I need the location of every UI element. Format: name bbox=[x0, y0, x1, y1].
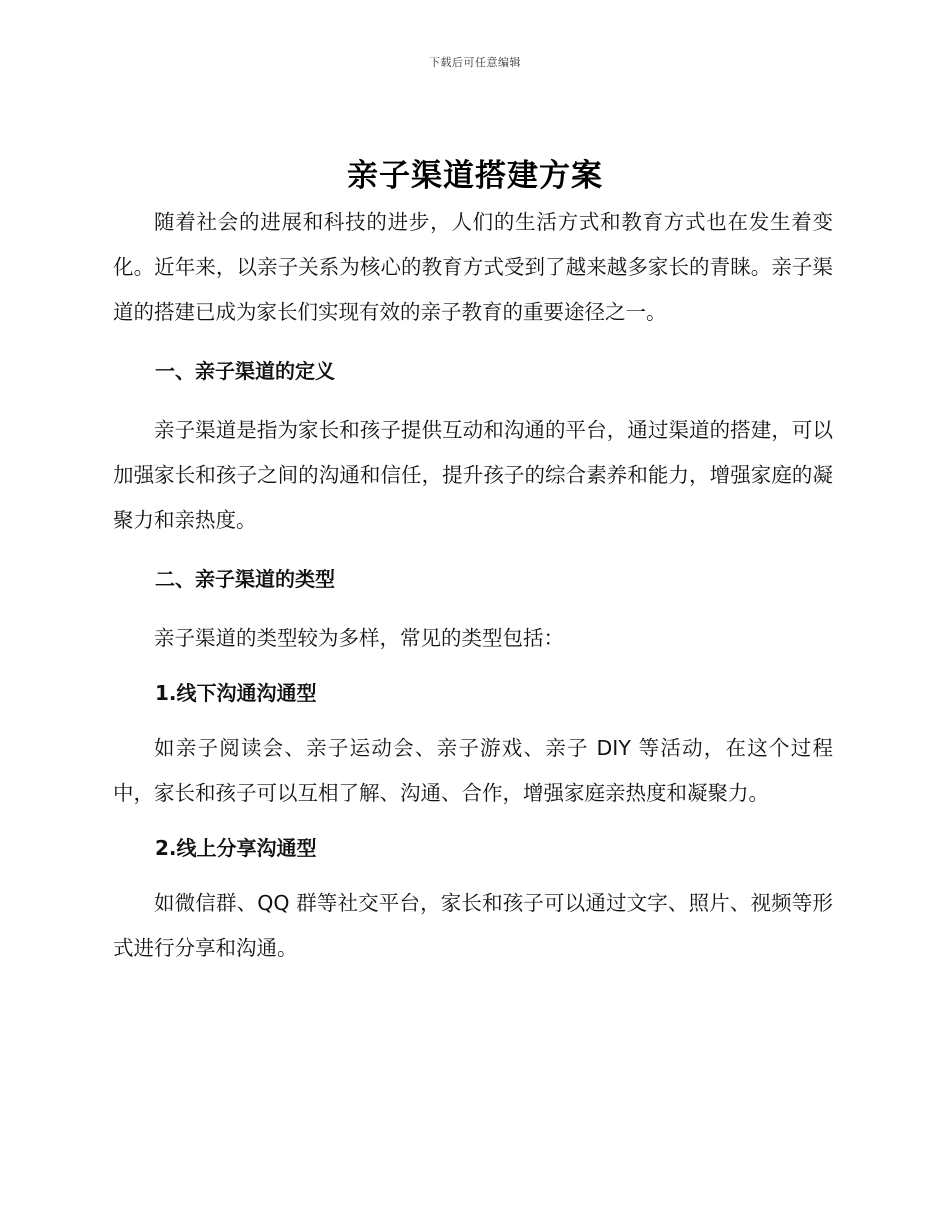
document-title: 亲子渠道搭建方案 bbox=[347, 158, 603, 194]
document-body bbox=[113, 200, 833, 971]
subsection-heading-online: 2.线上分享沟通型 bbox=[155, 836, 317, 860]
offline-paragraph: 如亲子阅读会、亲子运动会、亲子游戏、亲子 DIY 等活动，在这个过程中，家长和孩子可以互相了解、沟通、合作，增强家庭亲热度和凝聚力。 bbox=[113, 736, 833, 805]
section-heading-definition: 一、亲子渠道的定义 bbox=[155, 359, 335, 383]
types-intro-paragraph: 亲子渠道的类型较为多样，常见的类型包括： bbox=[154, 626, 564, 650]
definition-paragraph: 亲子渠道是指为家长和孩子提供互动和沟通的平台，通过渠道的搭建，可以加强家长和孩子之间的沟通和信任，提升孩子的综合素养和能力，增强家庭的凝聚力和亲热度。 bbox=[113, 418, 833, 532]
online-paragraph: 如微信群、QQ 群等社交平台，家长和孩子可以通过文字、照片、视频等形式进行分享和沟通。 bbox=[113, 891, 833, 960]
intro-paragraph: 随着社会的进展和科技的进步，人们的生活方式和教育方式也在发生着变化。近年来，以亲子关系为核心的教育方式受到了越来越多家长的青睐。亲子渠道的搭建已成为家长们实现有效的亲子教育的重要途径之一。 bbox=[113, 210, 833, 324]
section-heading-types: 二、亲子渠道的类型 bbox=[155, 567, 335, 591]
subsection-heading-offline: 1.线下沟通沟通型 bbox=[155, 681, 317, 705]
header-note: 下载后可任意编辑 bbox=[429, 56, 521, 69]
